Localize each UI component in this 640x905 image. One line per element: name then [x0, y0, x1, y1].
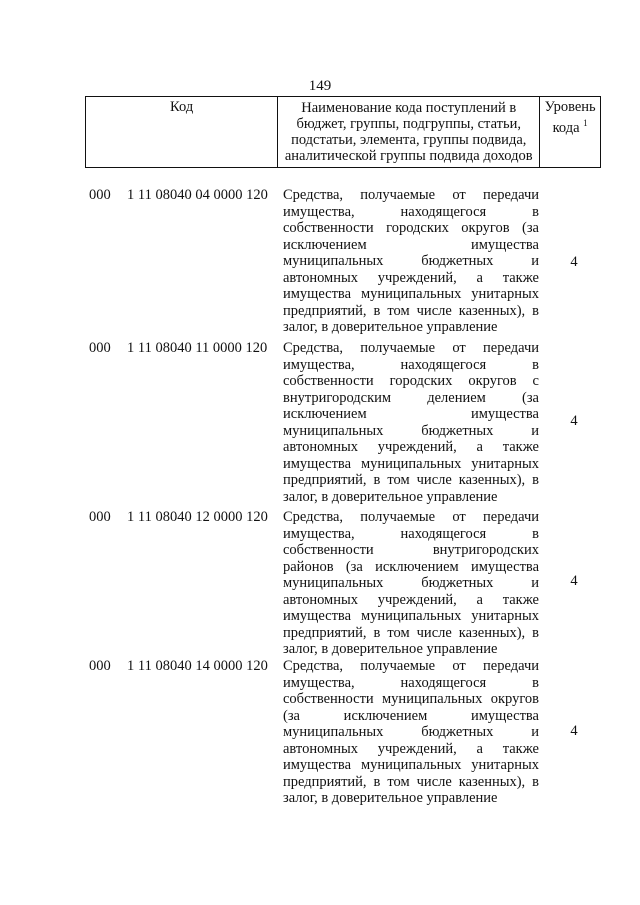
- code-level: 4: [570, 254, 578, 270]
- description-line: собственности городских округов (за: [283, 220, 539, 236]
- description-line: Средства, получаемые от передачи: [283, 658, 539, 674]
- admin-code: 000: [89, 509, 111, 525]
- description-line: имущества, находящегося в: [283, 674, 539, 691]
- page-number: 149: [308, 78, 332, 94]
- code-level: 4: [570, 723, 578, 739]
- description-line: муниципальных бюджетных и: [283, 422, 539, 439]
- income-code: 1 11 08040 14 0000 120: [127, 658, 268, 674]
- header-name: [278, 97, 540, 167]
- description-line: собственности внутригородских: [283, 542, 539, 558]
- description-line: внутригородским делением (за: [283, 389, 539, 406]
- income-description: [283, 658, 539, 807]
- description-line: залог, в доверительное управление: [283, 488, 498, 505]
- description-line: (за исключением имущества: [283, 707, 539, 724]
- header-level: [540, 97, 600, 167]
- description-line: исключением имущества: [283, 236, 539, 253]
- description-line: районов (за исключением имущества: [283, 558, 539, 575]
- income-code: 1 11 08040 11 0000 120: [127, 340, 268, 356]
- description-line: автономных учреждений, а также: [283, 439, 539, 455]
- description-line: имущества муниципальных унитарных: [283, 608, 539, 624]
- description-line: имущества, находящегося в: [283, 203, 539, 220]
- admin-code: 000: [89, 340, 111, 356]
- description-line: Средства, получаемые от передачи: [283, 509, 539, 525]
- description-line: муниципальных бюджетных и: [283, 253, 539, 269]
- code-level: 4: [570, 413, 578, 429]
- header-level-line2: кода $^1$: [552, 118, 588, 136]
- income-description: [283, 509, 539, 658]
- description-line: предприятий, в том числе казенных), в: [283, 773, 539, 790]
- description-line: предприятий, в том числе казенных), в: [283, 302, 539, 319]
- footnote-marker: 1: [583, 118, 588, 128]
- header-name-line: бюджет, группы, подгруппы, статьи,: [296, 116, 521, 132]
- admin-code: 000: [89, 187, 111, 203]
- description-line: предприятий, в том числе казенных), в: [283, 624, 539, 641]
- description-line: собственности муниципальных округов: [283, 691, 539, 707]
- description-line: исключением имущества: [283, 406, 539, 422]
- description-line: имущества муниципальных унитарных: [283, 286, 539, 302]
- description-line: Средства, получаемые от передачи: [283, 340, 539, 356]
- description-line: имущества муниципальных унитарных: [283, 455, 539, 472]
- description-line: залог, в доверительное управление: [283, 319, 498, 335]
- description-line: собственности городских округов с: [283, 373, 539, 389]
- description-line: муниципальных бюджетных и: [283, 724, 539, 740]
- income-description: [283, 340, 539, 505]
- description-line: предприятий, в том числе казенных), в: [283, 472, 539, 488]
- description-line: автономных учреждений, а также: [283, 269, 539, 286]
- header-name-line: Наименование кода поступлений в: [301, 100, 517, 116]
- admin-code: 000: [89, 658, 111, 674]
- table-header: [85, 96, 601, 168]
- description-line: имущества, находящегося в: [283, 356, 539, 373]
- income-code: 1 11 08040 04 0000 120: [127, 187, 268, 203]
- description-line: залог, в доверительное управление: [283, 790, 498, 806]
- header-code: Код: [86, 97, 278, 167]
- description-line: Средства, получаемые от передачи: [283, 187, 539, 203]
- description-line: залог, в доверительное управление: [283, 641, 498, 657]
- header-name-line: аналитической группы подвида доходов: [284, 148, 533, 164]
- description-line: имущества, находящегося в: [283, 525, 539, 542]
- header-name-line: подстатьи, элемента, группы подвида,: [291, 132, 527, 148]
- code-level: 4: [570, 573, 578, 589]
- header-level-line1: Уровень: [544, 99, 596, 115]
- income-description: [283, 187, 539, 336]
- income-code: 1 11 08040 12 0000 120: [127, 509, 268, 525]
- description-line: муниципальных бюджетных и: [283, 575, 539, 591]
- description-line: автономных учреждений, а также: [283, 740, 539, 757]
- description-line: имущества муниципальных унитарных: [283, 757, 539, 773]
- description-line: автономных учреждений, а также: [283, 591, 539, 608]
